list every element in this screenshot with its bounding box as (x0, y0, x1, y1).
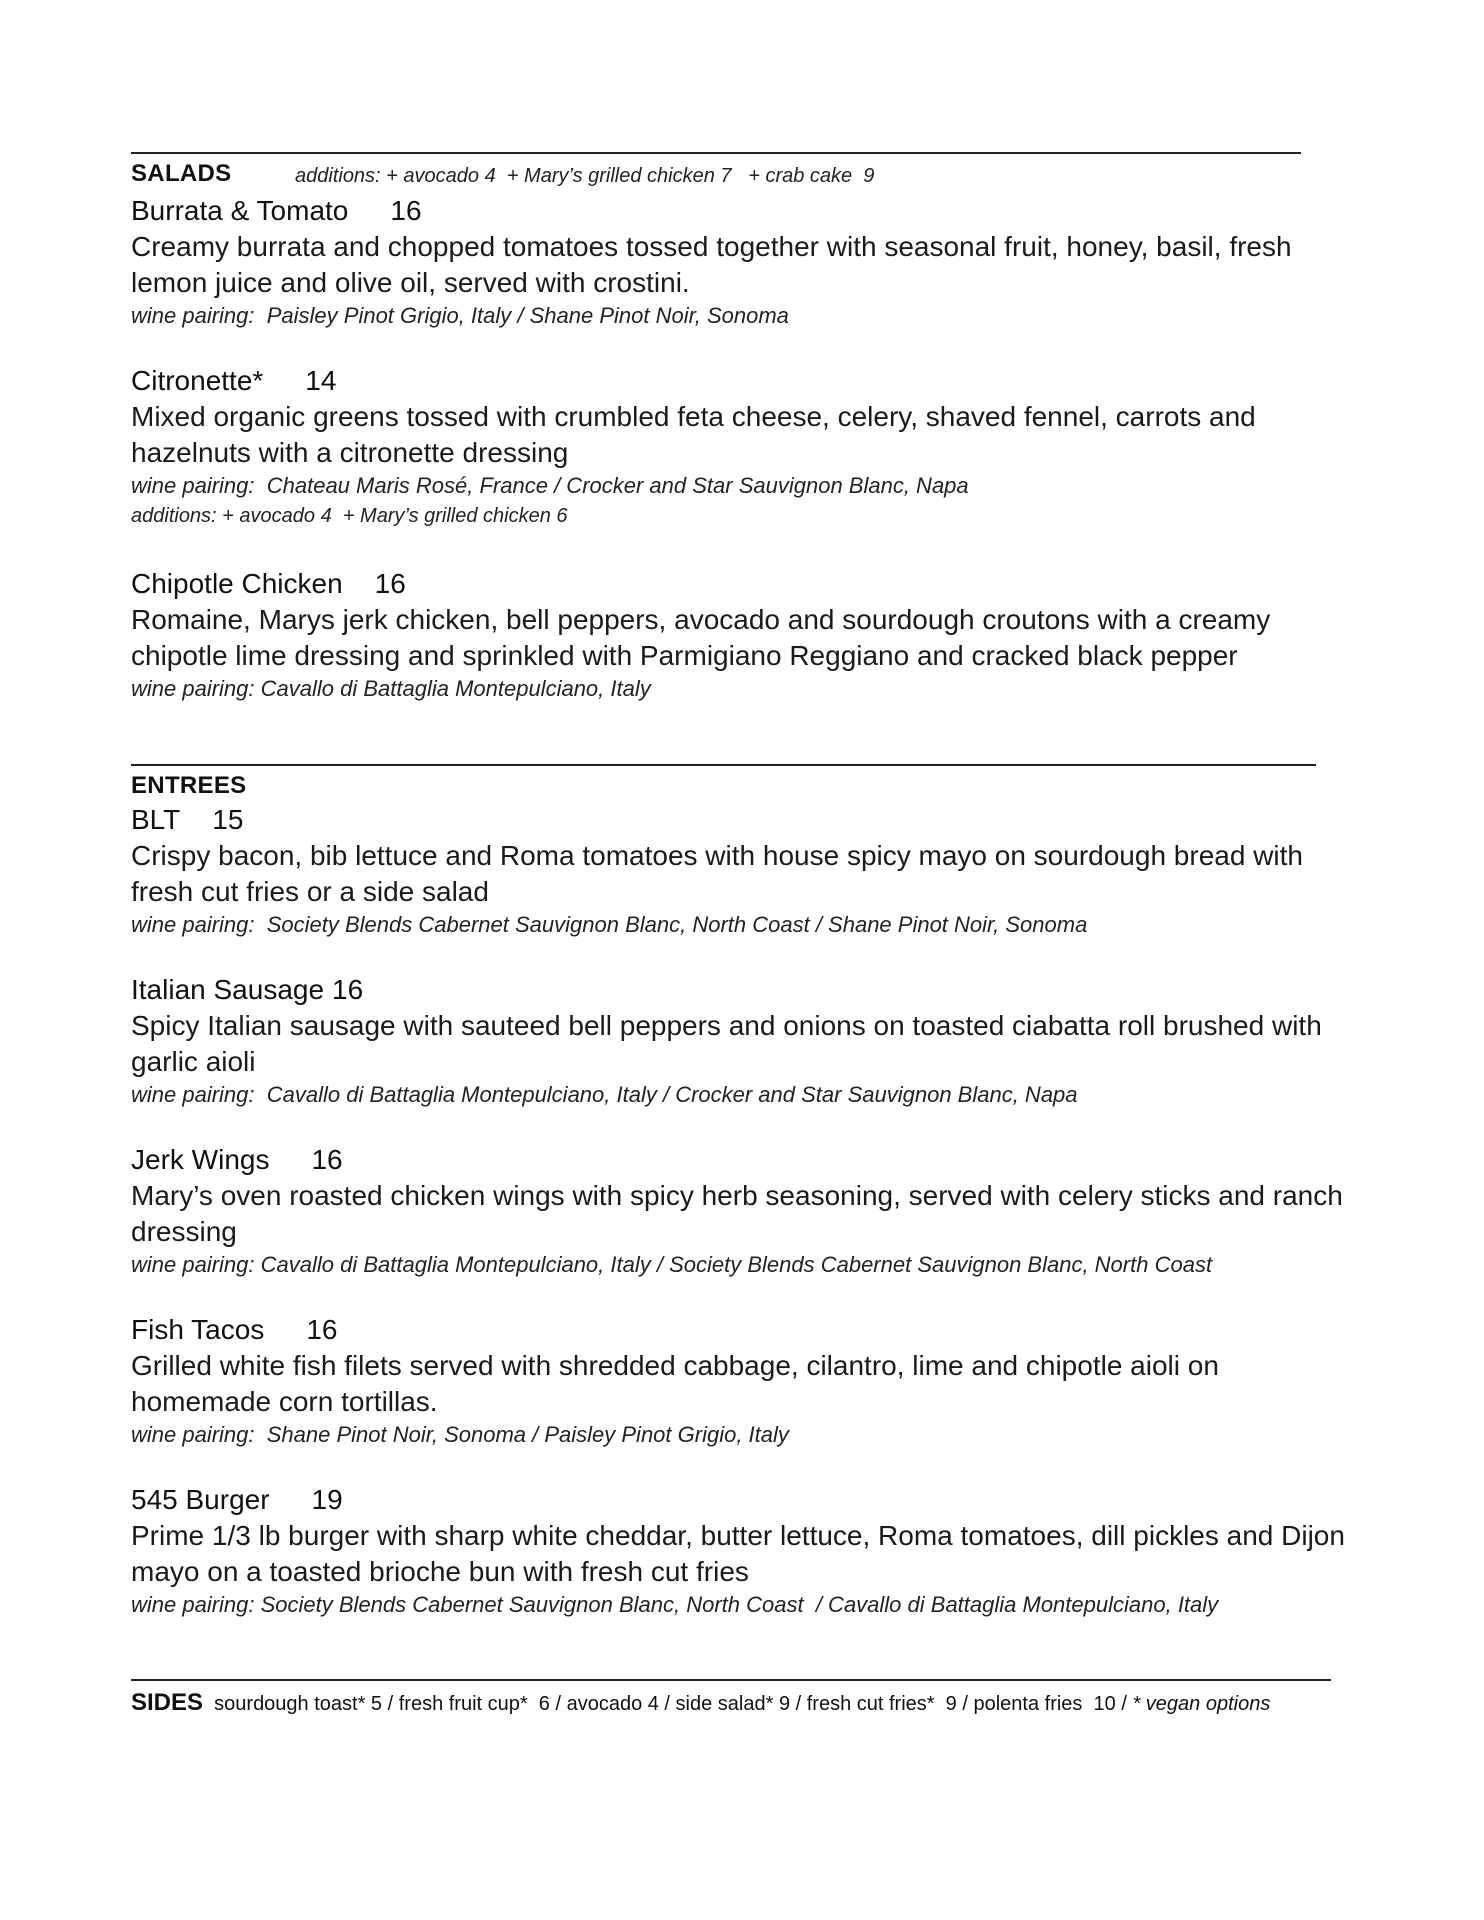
item-wine-pairing: wine pairing: Chateau Maris Rosé, France / Crocker and Star Sauvignon Blanc, Napa (131, 473, 969, 498)
item-name: Burrata & Tomato (131, 195, 349, 226)
menu-item (131, 363, 1361, 531)
item-wine-pairing: wine pairing: Cavallo di Battaglia Montepulciano, Italy (131, 676, 651, 701)
item-title (131, 972, 1361, 1008)
item-price: 16 (311, 1144, 343, 1175)
item-name: 545 Burger (131, 1484, 270, 1515)
item-name: Jerk Wings (131, 1144, 270, 1175)
vegan-options-note: * vegan options (1132, 1693, 1271, 1715)
section-divider (131, 1679, 1331, 1681)
item-price: 16 (374, 568, 406, 599)
item-wine-pairing: wine pairing: Shane Pinot Noir, Sonoma / Paisley Pinot Grigio, Italy (131, 1422, 789, 1447)
section-heading-entrees: ENTREES (131, 772, 247, 799)
menu-item (131, 1482, 1361, 1620)
menu-item (131, 802, 1361, 940)
item-price: 16 (332, 974, 364, 1005)
item-price: 19 (311, 1484, 343, 1515)
item-wine-pairing: wine pairing: Society Blends Cabernet Sauvignon Blanc, North Coast / Shane Pinot Noir, Sonoma (131, 912, 1088, 937)
item-price: 15 (212, 804, 244, 835)
salad-additions-note: additions: + avocado 4 + Mary’s grilled chicken 7 + crab cake 9 (295, 165, 875, 187)
item-description: Crispy bacon, bib lettuce and Roma tomatoes with house spicy mayo on sourdough bread with fresh cut fries or a side salad (131, 840, 1303, 907)
item-name: Fish Tacos (131, 1314, 265, 1345)
item-additions-note: additions: + avocado 4 + Mary’s grilled chicken 6 (131, 505, 568, 527)
item-name: Chipotle Chicken (131, 568, 343, 599)
item-wine-pairing: wine pairing: Society Blends Cabernet Sauvignon Blanc, North Coast / Cavallo di Battaglia Montepulciano, Italy (131, 1592, 1219, 1617)
menu-item (131, 193, 1361, 331)
item-title (131, 1312, 1361, 1348)
item-wine-pairing: wine pairing: Cavallo di Battaglia Montepulciano, Italy / Society Blends Cabernet Sauvignon Blanc, North Coast (131, 1252, 1213, 1277)
item-name: BLT (131, 804, 181, 835)
menu-item (131, 972, 1361, 1110)
item-title (131, 193, 1361, 229)
section-divider (131, 764, 1316, 766)
item-name: Citronette* (131, 365, 264, 396)
item-name: Italian Sausage (131, 974, 325, 1005)
item-wine-pairing: wine pairing: Cavallo di Battaglia Montepulciano, Italy / Crocker and Star Sauvignon Blanc, Napa (131, 1082, 1078, 1107)
item-price: 14 (305, 365, 337, 396)
item-description: Prime 1/3 lb burger with sharp white cheddar, butter lettuce, Roma tomatoes, dill pickles and Dijon mayo on a toasted brioche bun with fresh cut fries (131, 1520, 1345, 1587)
section-heading-salads: SALADS (131, 160, 232, 187)
item-description: Mary’s oven roasted chicken wings with spicy herb seasoning, served with celery sticks and ranch dressing (131, 1180, 1343, 1247)
item-price: 16 (306, 1314, 338, 1345)
menu-item (131, 566, 1361, 704)
item-description: Spicy Italian sausage with sauteed bell peppers and onions on toasted ciabatta roll brushed with garlic aioli (131, 1010, 1322, 1077)
item-description: Creamy burrata and chopped tomatoes tossed together with seasonal fruit, honey, basil, fresh lemon juice and olive oil, served with crostini. (131, 231, 1292, 298)
item-title (131, 1142, 1361, 1178)
menu-item (131, 1142, 1361, 1280)
sides-list: sourdough toast* 5 / fresh fruit cup* 6 / avocado 4 / side salad* 9 / fresh cut fries* 9 / polenta fries 10 / (214, 1693, 1133, 1715)
item-description: Grilled white fish filets served with shredded cabbage, cilantro, lime and chipotle aioli on homemade corn tortillas. (131, 1350, 1219, 1417)
item-price: 16 (390, 195, 422, 226)
item-description: Romaine, Marys jerk chicken, bell peppers, avocado and sourdough croutons with a creamy chipotle lime dressing and sprinkled with Parmigiano Reggiano and cracked black pepper (131, 604, 1271, 671)
item-title (131, 1482, 1361, 1518)
item-title (131, 802, 1361, 838)
menu-item (131, 1312, 1361, 1450)
item-title (131, 363, 1361, 399)
item-wine-pairing: wine pairing: Paisley Pinot Grigio, Italy / Shane Pinot Noir, Sonoma (131, 303, 789, 328)
item-description: Mixed organic greens tossed with crumbled feta cheese, celery, shaved fennel, carrots and hazelnuts with a citronette dressing (131, 401, 1256, 468)
item-title (131, 566, 1361, 602)
section-heading-sides: SIDES (131, 1689, 204, 1716)
section-divider (131, 152, 1301, 154)
sides-line (131, 1689, 1270, 1717)
